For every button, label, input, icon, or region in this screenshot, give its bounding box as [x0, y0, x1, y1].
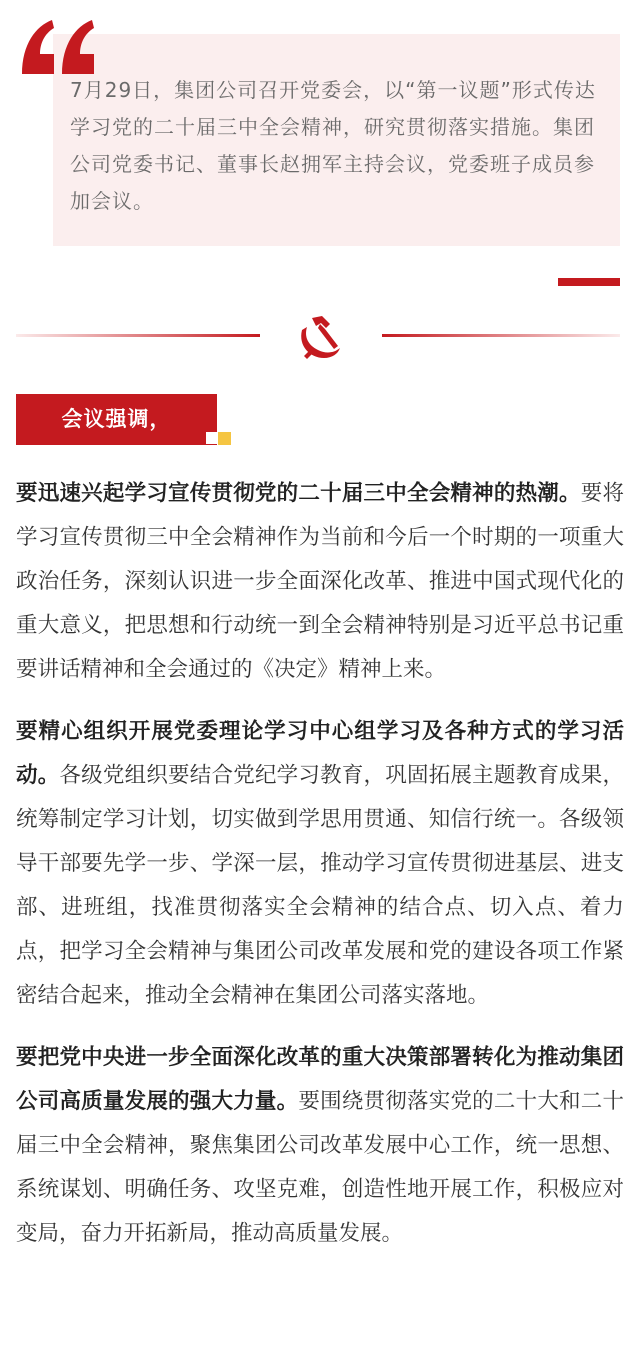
- paragraph-2-lead: 要精心组织开展党委理论学习中心组学习及各种方式的学习活动。: [16, 719, 624, 788]
- paragraph-3: [16, 1036, 624, 1256]
- accent-bar: [558, 278, 620, 286]
- paragraph-3-lead: 要把党中央进一步全面深化改革的重大决策部署转化为推动集团公司高质量发展的强大力量。: [16, 1045, 624, 1114]
- article-body: [16, 472, 624, 1274]
- header-corner-accent: [218, 432, 231, 445]
- paragraph-2-body: 各级党组织要结合党纪学习教育，巩固拓展主题教育成果，统筹制定学习计划，切实做到学思用贯通、知信行统一。各级领导干部要先学一步、学深一层，推动学习宣传贯彻进基层、进支部、进班组，找准贯彻落实全会精神的结合点、切入点、着力点，把学习全会精神与集团公司改革发展和党的建设各项工作紧密结合起来，推动全会精神在集团公司落实落地。: [16, 763, 624, 1008]
- party-emblem-icon: [294, 312, 346, 364]
- paragraph-3-body: 要围绕贯彻落实党的二十大和二十届三中全会精神，聚焦集团公司改革发展中心工作，统一思想、系统谋划、明确任务、攻坚克难，创造性地开展工作，积极应对变局，奋力开拓新局，推动高质量发展。: [16, 1089, 624, 1246]
- intro-text: 7月29日，集团公司召开党委会，以“第一议题”形式传达学习党的二十届三中全会精神，研究贯彻落实措施。集团公司党委书记、董事长赵拥军主持会议，党委班子成员参加会议。: [70, 78, 596, 213]
- section-header: 会议强调，: [16, 394, 217, 445]
- header-corner-notch: [206, 432, 218, 444]
- divider-left: [16, 334, 260, 337]
- paragraph-1-lead: 要迅速兴起学习宣传贯彻党的二十届三中全会精神的热潮。: [16, 481, 581, 506]
- divider-right: [382, 334, 620, 337]
- paragraph-1: [16, 472, 624, 692]
- paragraph-1-body: 要将学习宣传贯彻三中全会精神作为当前和今后一个时期的一项重大政治任务，深刻认识进一步全面深化改革、推进中国式现代化的重大意义，把思想和行动统一到全会精神特别是习近平总书记重要讲话精神和全会通过的《决定》精神上来。: [16, 481, 624, 682]
- paragraph-2: [16, 710, 624, 1018]
